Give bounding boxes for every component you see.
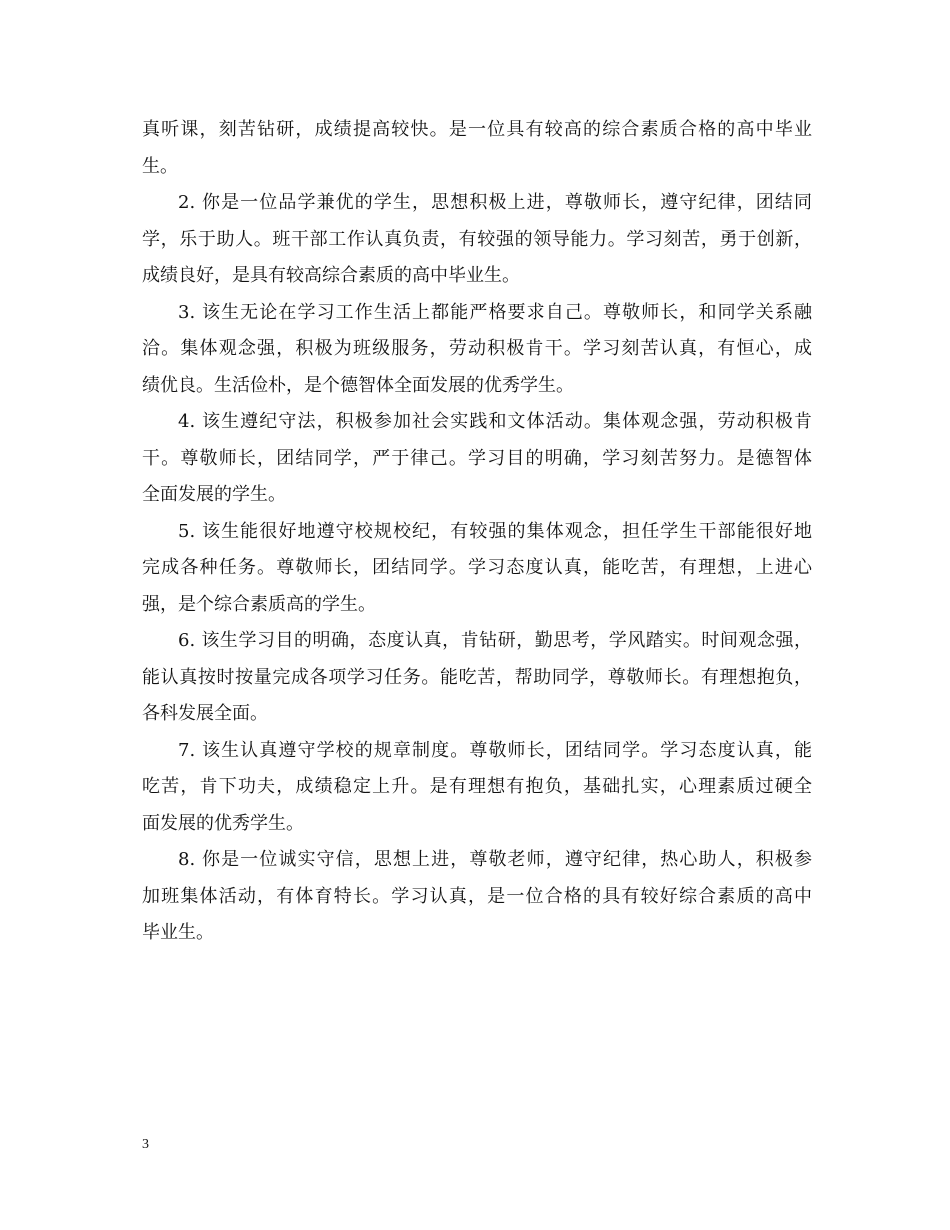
paragraph-8-line-2: 加班集体活动，有体育特长。学习认真，是一位合格的具有较好综合素质的高中 — [142, 885, 812, 907]
document-body — [142, 112, 812, 952]
paragraph-4-line-1: 4. 该生遵纪守法，积极参加社会实践和文体活动。集体观念强，劳动积极肯 — [178, 411, 812, 432]
paragraph-3-line-2: 洽。集体观念强，积极为班级服务，劳动积极肯干。学习刻苦认真，有恒心，成 — [142, 338, 812, 359]
paragraph-8-line-3: 毕业生。 — [142, 922, 214, 943]
page-number: 3 — [142, 1137, 149, 1152]
paragraph-2-line-2: 学，乐于助人。班干部工作认真负责，有较强的领导能力。学习刻苦，勇于创新， — [142, 228, 812, 250]
paragraph-3-line-3: 绩优良。生活俭朴，是个德智体全面发展的优秀学生。 — [142, 374, 574, 396]
paragraph-6-line-1: 6. 该生学习目的明确，态度认真，肯钻研，勤思考，学风踏实。时间观念强， — [178, 630, 812, 651]
paragraph-5-line-1: 5. 该生能很好地遵守校规校纪，有较强的集体观念，担任学生干部能很好地 — [178, 520, 812, 542]
paragraph-7-line-3: 面发展的优秀学生。 — [142, 812, 304, 834]
paragraph-7-line-2: 吃苦，肯下功夫，成绩稳定上升。是有理想有抱负，基础扎实，心理素质过硬全 — [142, 776, 812, 797]
paragraph-8-line-1: 8. 你是一位诚实守信，思想上进，尊敬老师，遵守纪律，热心助人，积极参 — [178, 849, 812, 870]
paragraph-6-line-3: 各科发展全面。 — [142, 703, 268, 724]
paragraph-2-line-1: 2. 你是一位品学兼优的学生，思想积极上进，尊敬师长，遵守纪律，团结同 — [178, 192, 812, 213]
paragraph-3-line-1: 3. 该生无论在学习工作生活上都能严格要求自己。尊敬师长，和同学关系融 — [178, 301, 812, 323]
text-line: 真听课，刻苦钻研，成绩提高较快。是一位具有较高的综合素质合格的高中毕业 — [142, 119, 812, 140]
paragraph-7-line-1: 7. 该生认真遵守学校的规章制度。尊敬师长，团结同学。学习态度认真，能 — [178, 739, 812, 761]
paragraph-5-line-2: 完成各种任务。尊敬师长，团结同学。学习态度认真，能吃苦，有理想，上进心 — [142, 557, 812, 578]
paragraph-4-line-2: 干。尊敬师长，团结同学，严于律己。学习目的明确，学习刻苦努力。是德智体 — [142, 447, 812, 469]
paragraph-5-line-3: 强，是个综合素质高的学生。 — [142, 593, 376, 615]
text-line: 生。 — [142, 155, 178, 177]
paragraph-6-line-2: 能认真按时按量完成各项学习任务。能吃苦，帮助同学，尊敬师长。有理想抱负， — [142, 666, 812, 688]
paragraph-2-line-3: 成绩良好，是具有较高综合素质的高中毕业生。 — [142, 265, 520, 286]
paragraph-4-line-3: 全面发展的学生。 — [142, 484, 286, 505]
